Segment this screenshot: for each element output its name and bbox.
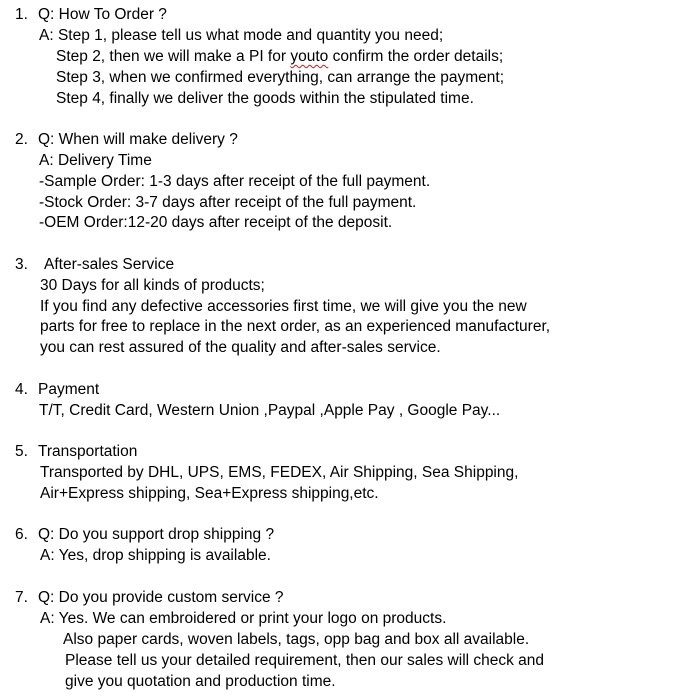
answer-line: give you quotation and production time. (65, 673, 336, 690)
answer-line: Please tell us your detailed requirement, then our sales will check and (65, 652, 545, 669)
section-heading: After-sales Service (44, 256, 175, 273)
answer-line: A: Delivery Time (39, 152, 152, 169)
answer-line: T/T, Credit Card, Western Union ,Paypal ,Apple Pay , Google Pay... (39, 402, 501, 419)
item-number: 2. (15, 131, 28, 148)
section-heading: Transportation (38, 443, 138, 460)
answer-line (56, 47, 503, 67)
answer-line: Also paper cards, woven labels, tags, opp bag and box all available. (63, 631, 530, 648)
answer-line: Air+Express shipping, Sea+Express shipping,etc. (40, 485, 379, 502)
question-heading: Q: When will make delivery ? (38, 131, 238, 148)
spellcheck-marked-word: youto (290, 48, 329, 65)
item-number: 5. (15, 443, 28, 460)
answer-line: Step 4, finally we deliver the goods within the stipulated time. (56, 90, 474, 107)
answer-line: Step 3, when we confirmed everything, can arrange the payment; (56, 69, 505, 86)
answer-line: -Stock Order: 3-7 days after receipt of the full payment. (39, 194, 417, 211)
answer-text: confirm the order details; (328, 48, 504, 65)
answer-line: you can rest assured of the quality and after-sales service. (40, 339, 441, 356)
answer-line: -OEM Order:12-20 days after receipt of the deposit. (39, 214, 393, 231)
section-heading: Payment (38, 381, 100, 398)
item-number: 1. (15, 6, 28, 23)
answer-line: A: Step 1, please tell us what mode and quantity you need; (39, 27, 444, 44)
answer-line: If you find any defective accessories first time, we will give you the new (40, 298, 527, 315)
answer-line: parts for free to replace in the next order, as an experienced manufacturer, (40, 318, 551, 335)
item-number: 3. (15, 256, 28, 273)
answer-line: A: Yes, drop shipping is available. (40, 547, 271, 564)
question-heading: Q: How To Order ? (38, 6, 167, 23)
answer-text: Step 2, then we will make a PI for (56, 48, 291, 65)
item-number: 7. (15, 589, 28, 606)
item-number: 6. (15, 526, 28, 543)
item-number: 4. (15, 381, 28, 398)
answer-line: 30 Days for all kinds of products; (40, 277, 265, 294)
answer-line: A: Yes. We can embroidered or print your logo on products. (40, 610, 447, 627)
answer-line: Transported by DHL, UPS, EMS, FEDEX, Air Shipping, Sea Shipping, (40, 464, 519, 481)
question-heading: Q: Do you provide custom service ? (38, 589, 284, 606)
answer-line: -Sample Order: 1-3 days after receipt of the full payment. (39, 173, 431, 190)
question-heading: Q: Do you support drop shipping ? (38, 526, 275, 543)
